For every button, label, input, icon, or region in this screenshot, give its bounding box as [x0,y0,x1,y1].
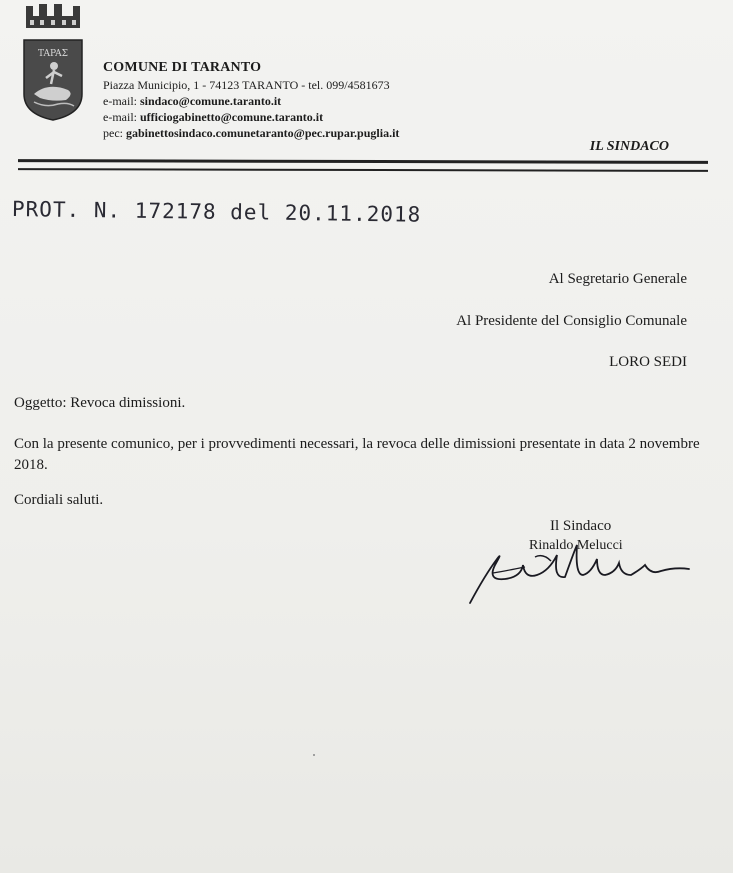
recipient-2: Al Presidente del Consiglio Comunale [456,313,687,329]
pec-address: gabinettosindaco.comunetaranto@pec.rupar.puglia.it [126,126,400,140]
subject-line: Oggetto: Revoca dimissioni. [14,395,186,411]
recipient-3: LORO SEDI [609,354,687,370]
paper-speck [313,754,315,756]
protocol-number: PROT. N. 172178 del 20.11.2018 [11,197,422,227]
recipient-1: Al Segretario Generale [548,271,687,287]
coat-of-arms [18,2,88,122]
address-line: Piazza Municipio, 1 - 74123 TARANTO - tel. 099/4581673 [103,78,390,92]
header-rule-top [18,159,708,164]
pec-line: pec: gabinettosindaco.comunetaranto@pec.rupar.puglia.it [103,126,400,140]
email-sindaco: sindaco@comune.taranto.it [139,94,282,108]
signature-role: Il Sindaco [550,518,612,534]
email-gabinetto: ufficiogabinetto@comune.taranto.it [139,110,324,124]
svg-text:TAPAΣ: TAPAΣ [37,49,69,59]
signature-name: Rinaldo Melucci [529,538,623,553]
email-line-1: e-mail: sindaco@comune.taranto.it [103,94,282,108]
header-rule-bottom [18,168,708,172]
organization-name: COMUNE DI TARANTO [103,60,262,75]
office-label: IL SINDACO [589,139,669,154]
body-paragraph: Con la presente comunico, per i provvedimenti necessari, la revoca delle dimissioni presentate in data 2 novembre 2018. [14,436,700,473]
email-line-2: e-mail: ufficiogabinetto@comune.taranto.it [103,110,324,124]
handwritten-signature [465,535,705,615]
closing-line: Cordiali saluti. [14,492,104,508]
